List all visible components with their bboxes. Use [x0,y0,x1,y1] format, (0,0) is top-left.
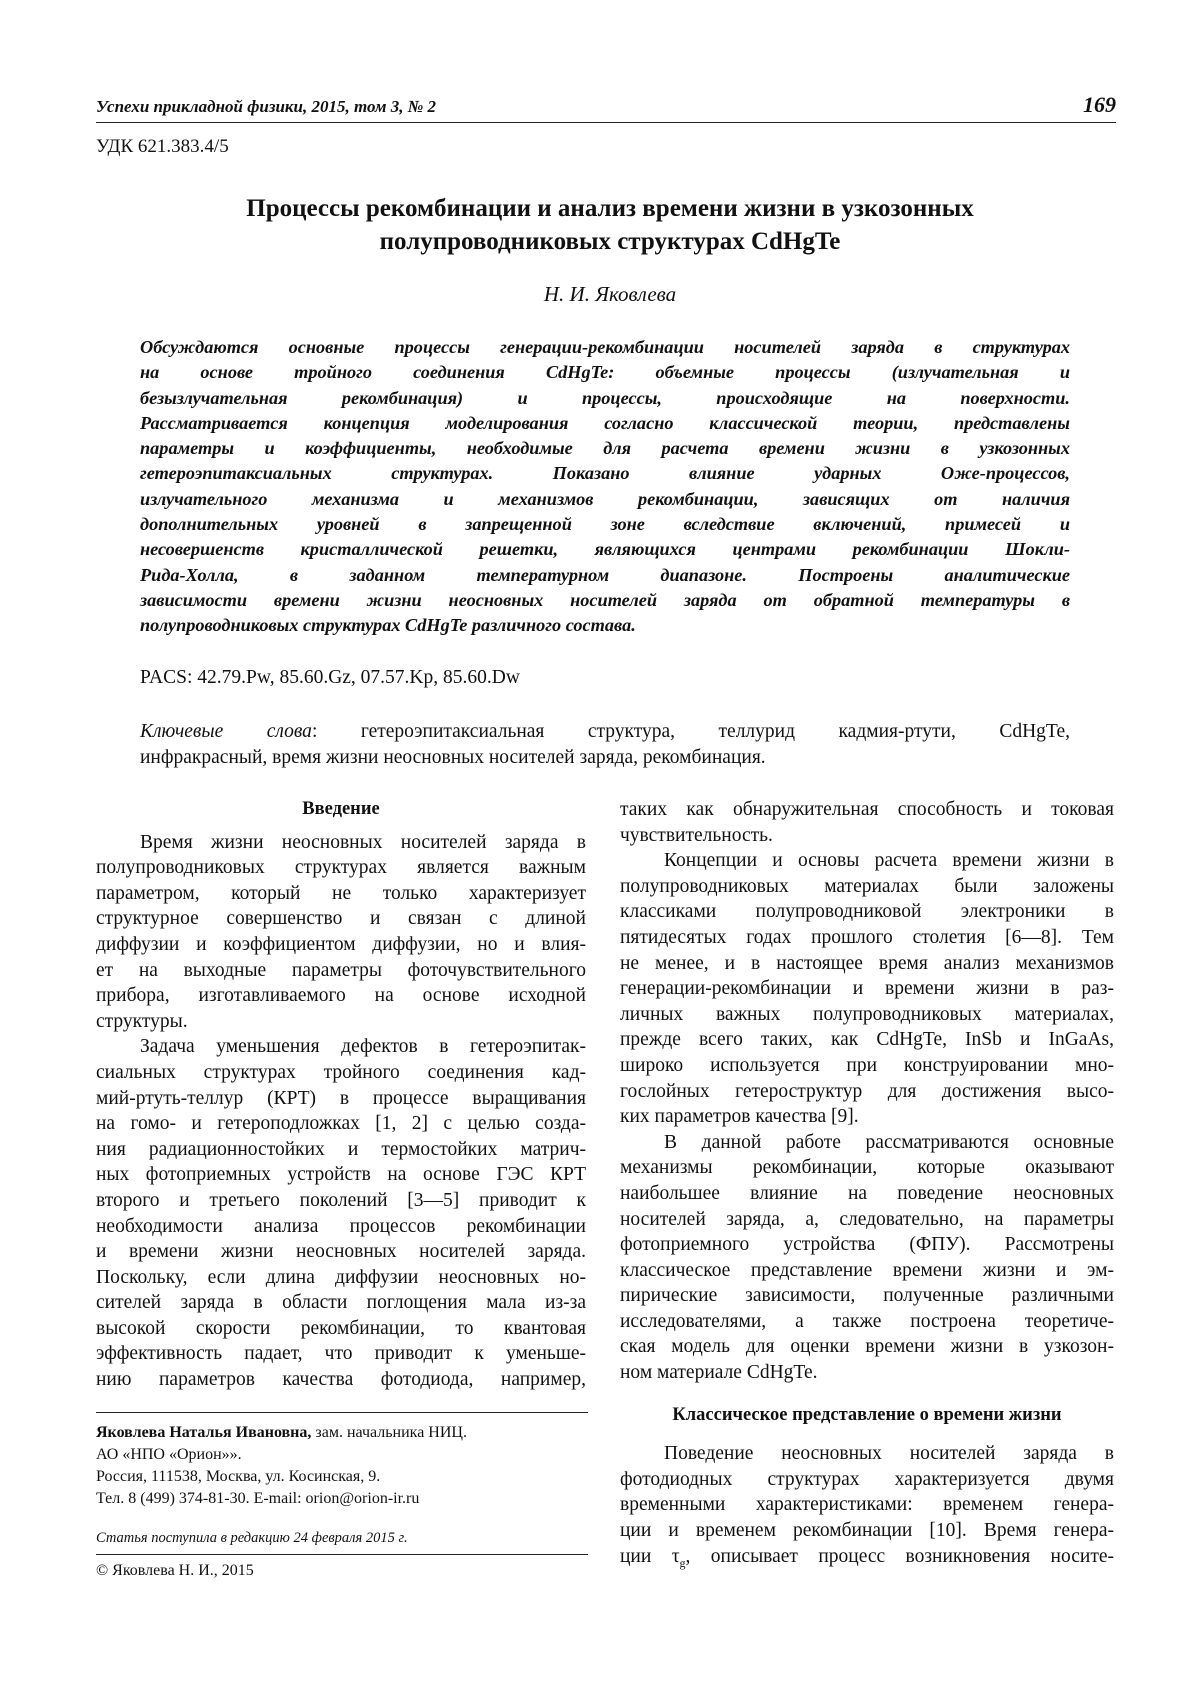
paragraph [620,848,1114,1130]
text-line: сиальных структурах тройного соединения кад- [96,1061,586,1083]
paragraph [96,1034,586,1392]
text-line: классиками полупроводниковой электроники в [620,901,1114,923]
running-header [96,92,1116,118]
text-line: исследователями, а также построена теоретиче- [620,1310,1114,1332]
footnote-author-role: зам. начальника НИЦ. [311,1424,467,1441]
text-line: пятидесятых годах прошлого столетия [6—8]. Тем [620,926,1114,948]
journal-title: Успехи прикладной физики, 2015, том 3, № 2 [96,97,437,116]
text-line: параметром, который не только характеризует [96,882,586,904]
udc-code: УДК 621.383.4/5 [96,136,229,157]
paragraph [96,830,586,1035]
text-line: не менее, и в настоящее время анализ механизмов [620,952,1114,974]
text-line: нию параметров качества фотодиода, например, [96,1369,586,1391]
copyright-divider [96,1554,588,1555]
text-line: ния радиационностойких и термостойких матрич- [96,1138,586,1160]
text-line: ции и временем рекомбинации [10]. Время генера- [620,1520,1114,1542]
abstract-line: Рассматривается концепция моделирования согласно классической теории, представлены [140,412,1070,433]
text-fragment: , описывает процесс возникновения носите- [685,1545,1114,1567]
text-line: высокой скорости рекомбинации, то квантовая [96,1317,586,1339]
right-column [620,797,1114,1576]
text-line: полупроводниковых материалах были заложены [620,875,1114,897]
article-author: Н. И. Яковлева [543,282,677,306]
pacs-codes: PACS: 42.79.Pw, 85.60.Gz, 07.57.Kp, 85.60.Dw [140,667,520,688]
text-line: личных важных полупроводниковых материалах, [620,1003,1114,1025]
text-line: и времени жизни неосновных носителей заряда. [96,1241,586,1263]
keywords [140,719,1070,771]
keywords-label: Ключевые слова [140,721,312,742]
abstract-line: полупроводниковых структурах CdHgTe различного состава. [140,615,636,636]
paragraph [620,1130,1114,1386]
text-line: структурное совершенство и связан с длиной [96,908,586,930]
page-number: 169 [1083,92,1116,117]
text-line: сителей заряда в области поглощения мала из-за [96,1292,586,1314]
abstract-line: дополнительных уровней в запрещенной зоне вследствие включений, примесей и [140,514,1070,535]
text-line: необходимости анализа процессов рекомбинации [96,1215,586,1237]
text-line: Поскольку, если длина диффузии неосновных но- [96,1266,586,1288]
abstract-line: несовершенств кристаллической решетки, являющихся центрами рекомбинации Шокли- [140,539,1070,560]
footnote-address: Россия, 111538, Москва, ул. Косинская, 9. [96,1468,381,1485]
keywords-line: инфракрасный, время жизни неосновных носителей заряда, рекомбинация. [140,747,766,768]
text-line: фотодиодных структурах характеризуется двумя [620,1468,1114,1490]
text-line: структуры. [96,1010,188,1032]
footnote-divider [96,1412,588,1413]
text-line: фотоприемного устройства (ФПУ). Рассмотрены [620,1234,1114,1256]
text-line: полупроводниковых структурах является важным [96,857,586,879]
text-line: ном материале CdHgTe. [620,1362,818,1384]
text-line: ет на выходные параметры фоточувствительного [96,959,586,981]
text-line: механизмы рекомбинации, которые оказывают [620,1157,1114,1179]
text-line: прибора, изготавливаемого на основе исходной [96,985,586,1007]
left-column [96,797,586,1393]
text-line: эффективность падает, что приводит к уменьше- [96,1343,586,1365]
text-line: мий-ртуть-теллур (КРТ) в процессе выращивания [96,1087,586,1109]
abstract-line: излучательного механизма и механизмов рекомбинации, зависящих от наличия [140,488,1070,509]
footnote-org: АО «НПО «Орион»». [96,1446,242,1463]
text-line: Задача уменьшения дефектов в гетероэпитак- [140,1036,586,1058]
keywords-text: : гетероэпитаксиальная структура, теллурид кадмия-ртути, CdHgTe, [311,721,1070,742]
paragraph [620,797,1114,848]
text-line: таких как обнаружительная способность и токовая [620,799,1114,820]
header-divider [96,122,1116,123]
text-line: Время жизни неосновных носителей заряда в [140,831,586,853]
author-footnote [96,1422,596,1510]
abstract [140,335,1070,639]
text-line: В данной работе рассматриваются основные [664,1131,1114,1153]
abstract-line: зависимости времени жизни неосновных носителей заряда от обратной температуры в [140,589,1070,610]
text-line: второго и третьего поколений [3—5] приводит к [96,1189,586,1211]
text-line: на гомо- и гетероподложках [1, 2] с целью созда- [96,1113,586,1135]
paragraph [620,1441,1114,1576]
text-line: носителей заряда, а, следовательно, на параметры [620,1208,1114,1230]
footnote-author-name: Яковлева Наталья Ивановна, [96,1424,312,1441]
text-line: генерации-рекомбинации и времени жизни в раз- [620,978,1114,1000]
abstract-line: параметры и коэффициенты, необходимые для расчета времени жизни в узкозонных [140,438,1070,459]
text-line: диффузии и коэффициентом диффузии, но и влия- [96,933,586,955]
text-line: широко используется при конструировании мно- [620,1054,1114,1076]
text-line: ская модель для оценки времени жизни в узкозон- [620,1336,1114,1358]
abstract-line: гетероэпитаксиальных структурах. Показано влияние ударных Оже-процессов, [140,463,1070,484]
abstract-line: безызлучательная рекомбинация) и процессы, происходящие на поверхности. [140,387,1070,408]
text-line: пирические зависимости, полученные различными [620,1285,1114,1307]
text-line: гослойных гетероструктур для достижения высо- [620,1080,1114,1102]
text-line: чувствительность. [620,824,773,846]
text-line: временными характеристиками: временем генера- [620,1494,1114,1516]
received-date: Статья поступила в редакцию 24 февраля 2015 г. [96,1530,408,1546]
copyright-notice: © Яковлева Н. И., 2015 [96,1562,254,1579]
keywords-line [140,719,1070,745]
text-line: ных фотоприемных устройств на основе ГЭС КРТ [96,1164,586,1186]
text-line: ких параметров качества [9]. [620,1106,859,1128]
abstract-line: Обсуждаются основные процессы генерации-рекомбинации носителей заряда в структурах [140,337,1070,357]
text-line [620,1544,1114,1576]
footnote-line [96,1422,596,1444]
section-heading-classical: Классическое представление о времени жизни [672,1404,1062,1425]
text-fragment: ции τ [620,1545,680,1567]
text-line: Поведение неосновных носителей заряда в [664,1443,1114,1465]
text-line: Концепции и основы расчета времени жизни в [664,850,1114,872]
article-title [140,192,1080,258]
footnote-contacts: Тел. 8 (499) 374-81-30. E-mail: orion@orion-ir.ru [96,1490,420,1507]
abstract-line: Рида-Холла, в заданном температурном диапазоне. Построены аналитические [140,564,1070,585]
text-line: наибольшее влияние на поведение неосновных [620,1182,1114,1204]
text-line: прежде всего таких, как CdHgTe, InSb и InGaAs, [620,1029,1114,1051]
tau-subscript: g [679,1555,686,1570]
section-heading-introduction: Введение [302,799,380,819]
abstract-line: на основе тройного соединения CdHgTe: объемные процессы (излучательная и [140,362,1070,383]
text-line: классическое представление времени жизни и эм- [620,1259,1114,1281]
title-line: полупроводниковых структурах CdHgTe [379,228,841,255]
title-line: Процессы рекомбинации и анализ времени жизни в узкозонных [246,195,974,222]
